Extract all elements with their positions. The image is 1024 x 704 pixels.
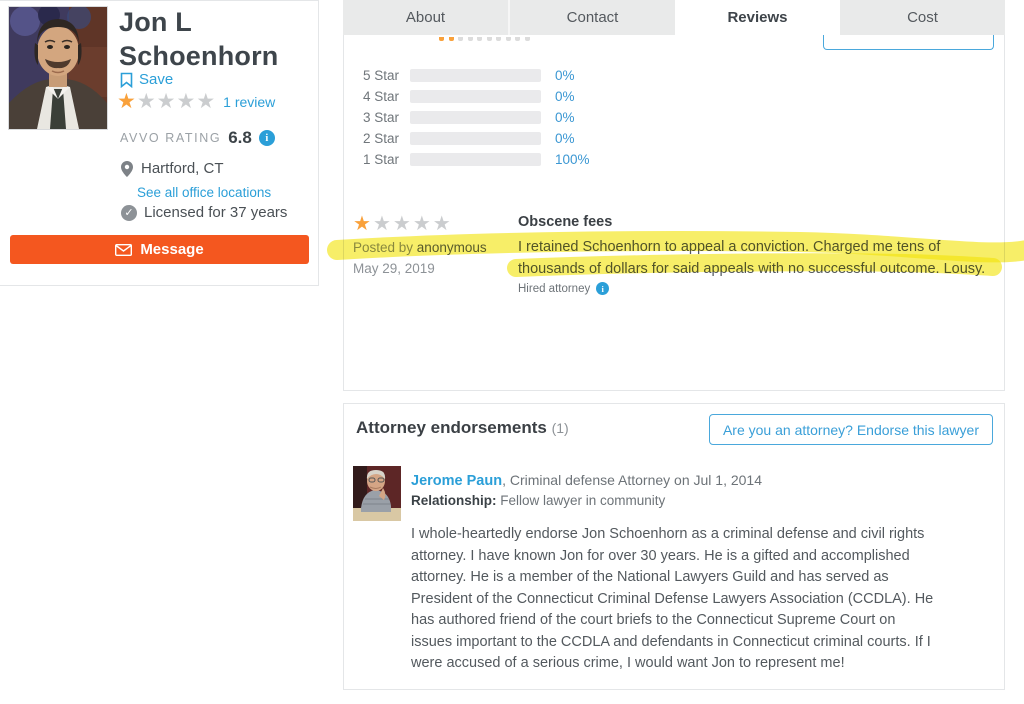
avvo-rating-value: 6.8 — [228, 128, 252, 147]
endorser-photo-art — [353, 466, 401, 521]
breakdown-bar — [410, 111, 541, 124]
star-icons — [117, 91, 216, 113]
star-icon-filled: ★ — [353, 213, 373, 235]
breakdown-label: 1 Star — [362, 152, 399, 167]
breakdown-row — [353, 65, 590, 86]
breakdown-bar — [410, 69, 541, 82]
tab-contact[interactable]: Contact — [508, 0, 675, 35]
breakdown-label: 4 Star — [362, 89, 399, 104]
reviews-panel — [343, 35, 1005, 391]
star-icon-filled: ★ — [117, 90, 137, 113]
profile-star-rating — [117, 91, 275, 113]
breakdown-row — [353, 128, 590, 149]
cut-off-star-tip — [468, 37, 473, 41]
location-text: Hartford, CT — [141, 160, 224, 177]
cut-off-star-tip — [515, 37, 520, 41]
tab-reviews[interactable]: Reviews — [675, 0, 840, 35]
lawyer-name: Jon L Schoenhorn — [119, 7, 279, 71]
review-this-lawyer-button-cutoff[interactable] — [823, 35, 994, 50]
breakdown-bar — [410, 153, 541, 166]
breakdown-percent: 0% — [555, 110, 575, 125]
endorse-lawyer-button[interactable]: Are you an attorney? Endorse this lawyer — [709, 414, 993, 445]
star-icon-empty: ★ — [136, 90, 157, 113]
review-star-rating — [353, 214, 453, 235]
check-icon: ✓ — [121, 205, 137, 221]
posted-by-prefix: Posted by — [353, 240, 417, 255]
tab-bar — [343, 0, 1005, 35]
endorser-byline — [411, 472, 762, 489]
info-icon[interactable]: i — [259, 130, 275, 146]
review-title: Obscene fees — [518, 214, 613, 230]
endorsements-title — [356, 418, 569, 438]
star-icon-empty: ★ — [392, 213, 413, 235]
bookmark-icon — [120, 72, 133, 88]
cut-off-star-tip — [449, 37, 454, 41]
star-icon-empty: ★ — [432, 213, 453, 235]
avvo-rating-row — [120, 128, 275, 148]
relationship-line — [411, 493, 665, 508]
breakdown-label: 2 Star — [362, 131, 399, 146]
breakdown-percent: 0% — [555, 131, 575, 146]
review-date: May 29, 2019 — [353, 261, 435, 276]
envelope-icon — [115, 244, 132, 256]
endorsements-title-text: Attorney endorsements — [356, 418, 547, 437]
star-icon-empty: ★ — [176, 90, 197, 113]
cut-off-star-tip — [506, 37, 511, 41]
tab-about[interactable]: About — [405, 9, 446, 26]
hired-attorney-row — [518, 282, 609, 295]
location-row — [121, 160, 224, 177]
avvo-rating-label: AVVO RATING — [120, 131, 222, 145]
breakdown-percent: 0% — [555, 89, 575, 104]
posted-by-name: anonymous — [416, 240, 487, 255]
breakdown-bar — [410, 132, 541, 145]
endorser-name-link[interactable]: Jerome Paun — [411, 473, 503, 489]
breakdown-label: 5 Star — [362, 68, 399, 83]
endorsements-count: (1) — [551, 420, 569, 436]
breakdown-row — [353, 107, 590, 128]
star-icon-empty: ★ — [412, 213, 433, 235]
location-pin-icon — [121, 161, 133, 177]
rating-breakdown — [353, 65, 590, 170]
endorser-meta: , Criminal defense Attorney on Jul 1, 2014 — [502, 472, 763, 488]
save-label: Save — [139, 71, 174, 88]
cut-off-star-tip — [439, 37, 444, 41]
review-count-link[interactable]: 1 review — [223, 94, 276, 110]
breakdown-percent: 0% — [555, 68, 575, 83]
breakdown-label: 3 Star — [362, 110, 399, 125]
cut-off-star-tip — [525, 37, 530, 41]
relationship-value: Fellow lawyer in community — [496, 493, 666, 508]
breakdown-percent: 100% — [555, 152, 590, 167]
profile-photo-art — [9, 7, 107, 129]
office-locations-link[interactable]: See all office locations — [137, 185, 272, 200]
relationship-label: Relationship: — [411, 493, 497, 508]
cut-off-stars — [439, 37, 530, 41]
profile-card — [0, 0, 319, 286]
message-button[interactable] — [10, 235, 309, 264]
star-icon-empty: ★ — [372, 213, 393, 235]
hired-attorney-label: Hired attorney — [518, 282, 591, 295]
cut-off-star-tip — [477, 37, 482, 41]
endorsement-text: I whole-heartedly endorse Jon Schoenhorn as a criminal defense and civil rights attorney. I have known Jon for over 30 years. He is a gifted and accomplished attorney. He is a member of the National Lawyers Guild and has served as President of the Connecticut Criminal Defense Lawyers Association (CCDLA). He has authored friend of the court briefs to the Connecticut Supreme Court on issues important to the CCDLA and defendants in Connecticut criminal courts. If I were accused of a serious crime, I would want Jon to represent me! — [411, 526, 934, 671]
breakdown-row — [353, 149, 590, 170]
message-label: Message — [140, 241, 204, 258]
breakdown-bar — [410, 90, 541, 103]
save-button[interactable] — [120, 71, 173, 88]
posted-by-line — [353, 240, 487, 255]
endorser-photo — [353, 466, 401, 521]
info-icon[interactable]: i — [596, 282, 609, 295]
tab-cost[interactable]: Cost — [907, 9, 938, 26]
licensed-row — [121, 204, 287, 221]
endorsements-panel — [343, 403, 1005, 690]
cut-off-star-tip — [458, 37, 463, 41]
cut-off-star-tip — [487, 37, 492, 41]
review-text: I retained Schoenhorn to appeal a conviction. Charged me tens of thousands of dollars for said appeals with no successful outcome. Lousy. — [518, 239, 986, 277]
profile-photo — [8, 6, 108, 130]
star-icon-empty: ★ — [196, 90, 217, 113]
cut-off-star-tip — [496, 37, 501, 41]
breakdown-row — [353, 86, 590, 107]
star-icons — [353, 213, 453, 235]
star-icon-empty: ★ — [156, 90, 177, 113]
licensed-text: Licensed for 37 years — [144, 204, 288, 221]
